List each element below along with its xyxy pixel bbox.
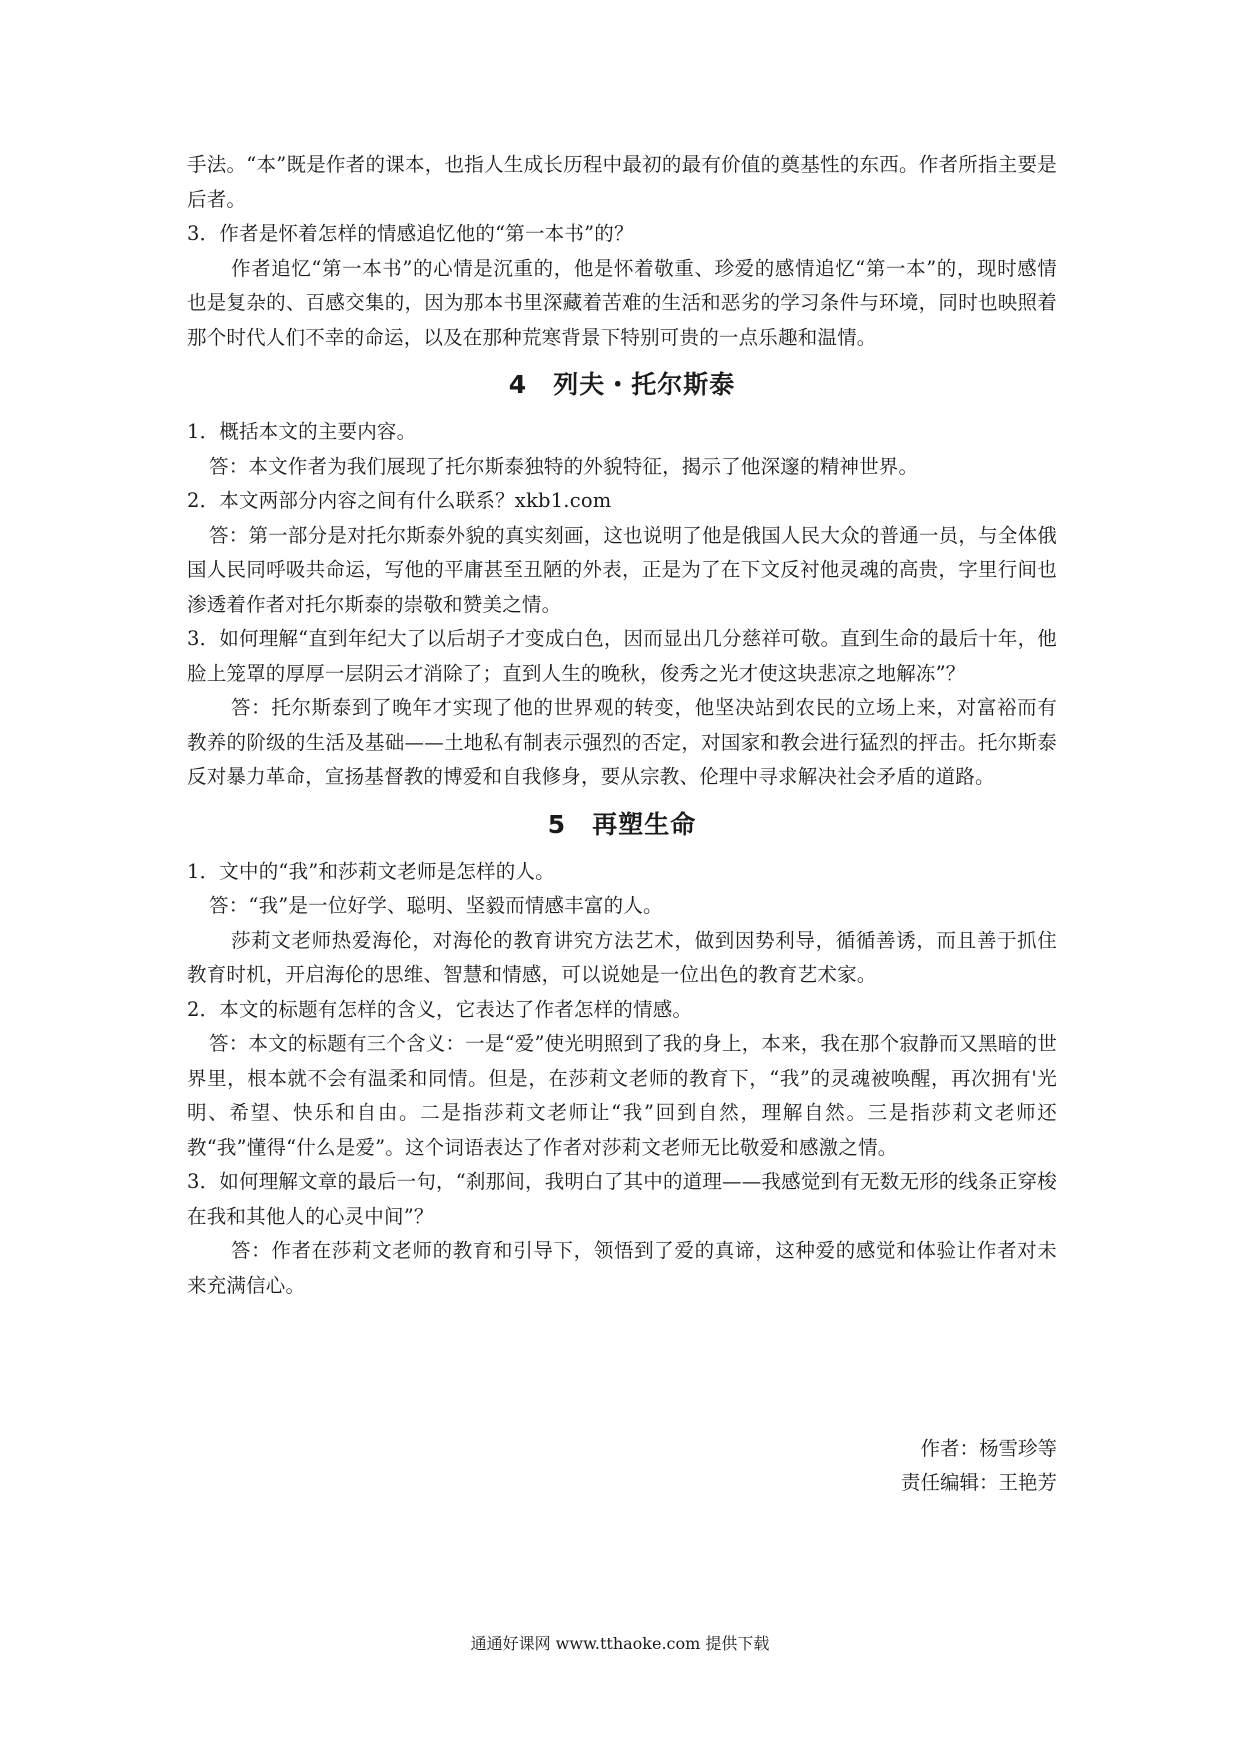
intro-paragraph: 手法。“本”既是作者的课本，也指人生成长历程中最初的最有价值的奠基性的东西。作者所指主要是后者。 (187, 153, 1057, 211)
credits-block (901, 1432, 1057, 1500)
section-4-number: 4 (508, 370, 528, 399)
section-5-answer-3: 答：作者在莎莉文老师的教育和引导下，领悟到了爱的真谛，这种爱的感觉和体验让作者对未来充满信心。 (187, 1239, 1057, 1297)
section-4-answer-1: 答：本文作者为我们展现了托尔斯泰独特的外貌特征，揭示了他深邃的精神世界。 (209, 454, 919, 478)
section-5-question-2: 2．本文的标题有怎样的含义，它表达了作者怎样的情感。 (187, 997, 693, 1021)
intro-answer-3: 作者追忆“第一本书”的心情是沉重的，他是怀着敬重、珍爱的感情追忆“第一本”的，现时感情也是复杂的、百感交集的，因为那本书里深藏着苦难的生活和恶劣的学习条件与环境，同时也映照着那个时代人们不幸的命运，以及在那种荒寒背景下特别可贵的一点乐趣和温情。 (187, 256, 1057, 349)
section-5-answer-2: 答：本文的标题有三个含义：一是“爱”使光明照到了我的身上，本来，我在那个寂静而又黑暗的世界里，根本就不会有温柔和同情。但是，在莎莉文老师的教育下，“我”的灵魂被唤醒，再次拥有'光明、希望、快乐和自由。二是指莎莉文老师让“我”回到自然，理解自然。三是指莎莉文老师还教“我”懂得“什么是爱”。这个词语表达了作者对莎莉文老师无比敬爱和感激之情。 (187, 1032, 1057, 1159)
section-5-answer-1a: 答：“我”是一位好学、聪明、坚毅而情感丰富的人。 (209, 894, 663, 917)
section-5-question-1: 1．文中的“我”和莎莉文老师是怎样的人。 (187, 859, 555, 883)
document-body (187, 148, 1057, 1303)
editor-credit: 责任编辑：王艳芳 (900, 1471, 1057, 1494)
section-5-question-3: 3．如何理解文章的最后一句，“刹那间，我明白了其中的道理——我感觉到有无数无形的线条正穿梭在我和其他人的心灵中间”？ (187, 1170, 1057, 1228)
section-5-answer-1b: 莎莉文老师热爱海伦，对海伦的教育讲究方法艺术，做到因势利导，循循善诱，而且善于抓住教育时机，开启海伦的思维、智慧和情感，可以说她是一位出色的教育艺术家。 (187, 928, 1057, 986)
section-4-title: 列夫・托尔斯泰 (553, 370, 736, 399)
section-4-question-2: 2．本文两部分内容之间有什么联系？xkb1.com (187, 489, 612, 512)
page-footer: 通通好课网 www.tthaoke.com 提供下载 (470, 1634, 770, 1653)
author-credit: 作者：杨雪珍等 (920, 1437, 1057, 1460)
section-4-question-1: 1．概括本文的主要内容。 (187, 420, 417, 443)
section-5-number: 5 (547, 809, 567, 839)
section-4-heading (187, 365, 1057, 405)
section-4-question-3: 3．如何理解“直到年纪大了以后胡子才变成白色，因而显出几分慈祥可敬。直到生命的最后十年，他脸上笼罩的厚厚一层阴云才消除了；直到人生的晚秋，俊秀之光才使这块悲凉之地解冻”？ (187, 627, 1057, 685)
section-5-title: 再塑生命 (592, 809, 697, 839)
section-5-heading (187, 805, 1057, 845)
intro-question-3: 3．作者是怀着怎样的情感追忆他的“第一本书”的？ (187, 222, 634, 245)
section-4-answer-2: 答：第一部分是对托尔斯泰外貌的真实刻画，这也说明了他是俄国人民大众的普通一员，与全体俄国人民同呼吸共命运，写他的平庸甚至丑陋的外表，正是为了在下文反衬他灵魂的高贵，字里行间也渗透着作者对托尔斯泰的崇敬和赞美之情。 (187, 523, 1057, 616)
section-4-answer-3: 答：托尔斯泰到了晚年才实现了他的世界观的转变，他坚决站到农民的立场上来，对富裕而有教养的阶级的生活及基础——土地私有制表示强烈的否定，对国家和教会进行猛烈的抨击。托尔斯泰反对暴力革命，宣扬基督教的博爱和自我修身，要从宗教、伦理中寻求解决社会矛盾的道路。 (187, 696, 1057, 788)
